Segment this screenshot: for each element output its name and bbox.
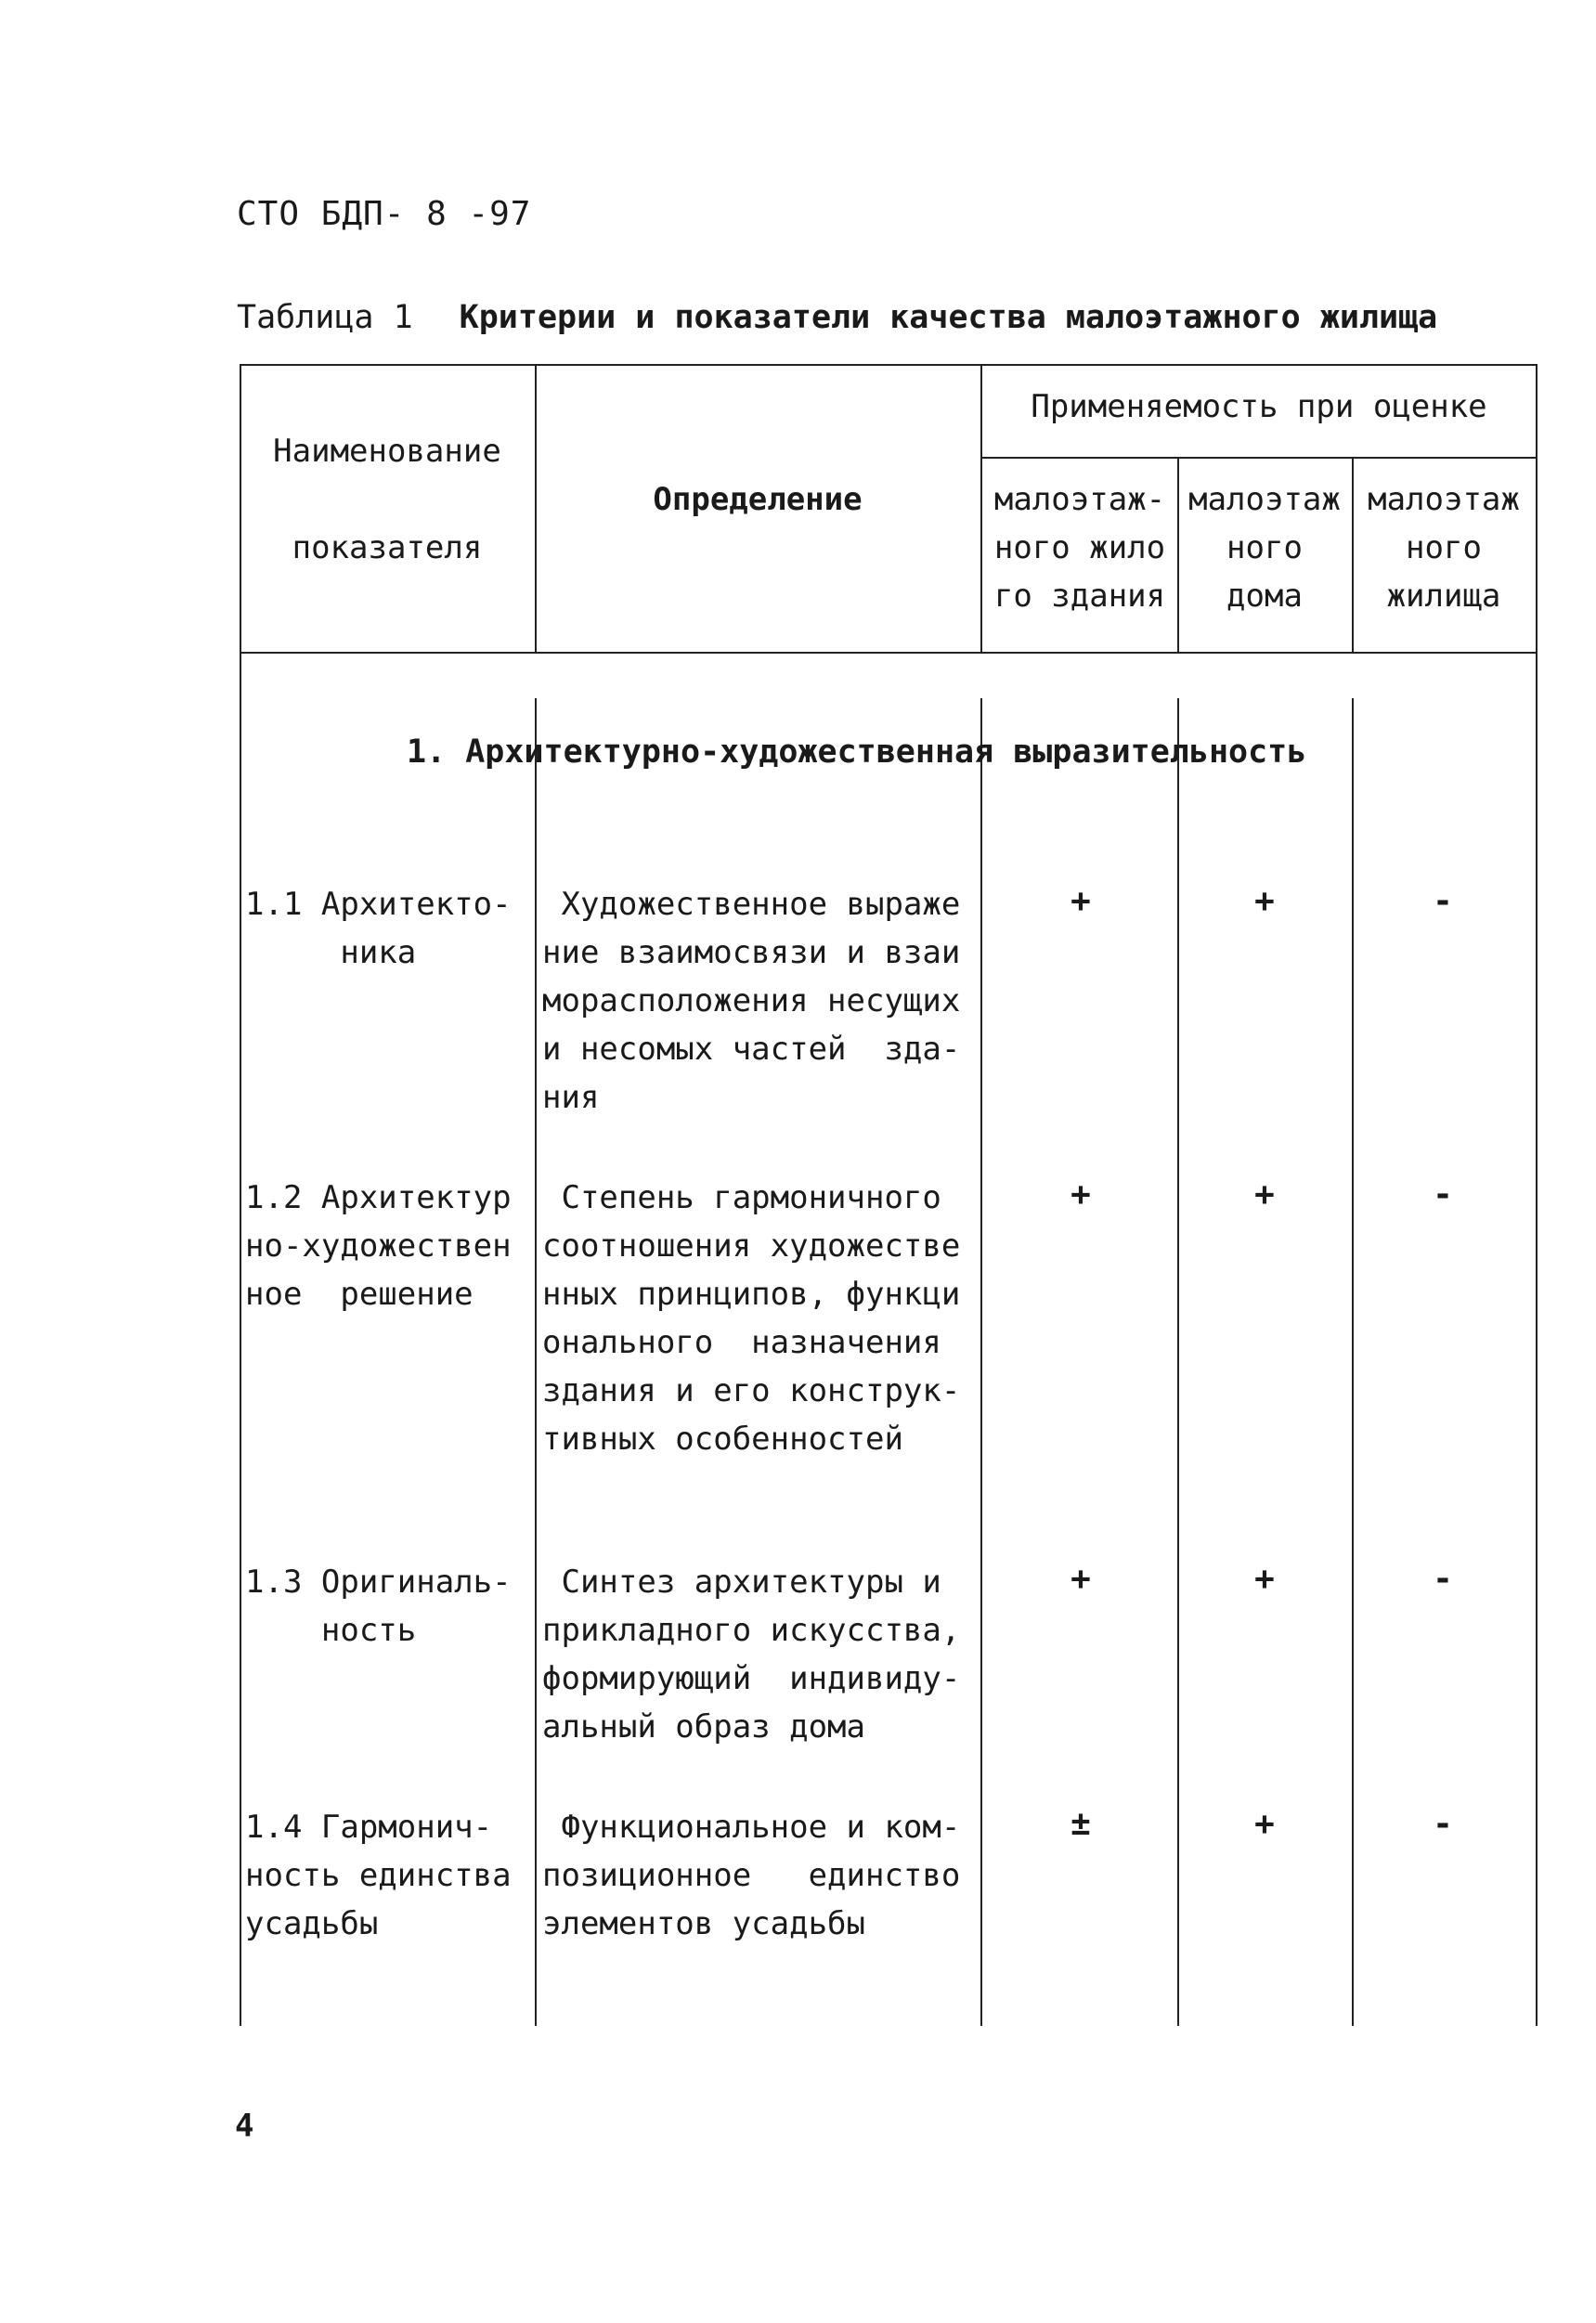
mark-building: + [1070, 1175, 1091, 1213]
row-name-line: 1.1 Архитекто- [245, 886, 512, 923]
row-definition-line: Художественное выраже [542, 886, 961, 923]
row-name-line: 1.3 Оригиналь- [245, 1564, 512, 1601]
mark-house: + [1254, 882, 1275, 920]
row-definition-line: альный образ дома [542, 1708, 865, 1745]
page-number: 4 [235, 2108, 254, 2145]
subcol2-line1: малоэтаж [1188, 481, 1341, 518]
row-definition-line: Синтез архитектуры и [542, 1564, 941, 1601]
mark-dwelling: - [1433, 1175, 1453, 1213]
table-title: Критерии и показатели качества малоэтажного жилища [459, 299, 1438, 336]
row-name-line: ника [245, 934, 417, 971]
mark-dwelling: - [1433, 1560, 1453, 1598]
col-divider-name-body [535, 698, 537, 2026]
mark-dwelling: - [1433, 1805, 1453, 1843]
subcol3-line3: жилища [1386, 578, 1501, 615]
row-definition-line: нных принципов, функци [542, 1276, 961, 1313]
row-definition-line: ние взаимосвязи и взаи [542, 934, 961, 971]
row-definition-line: и несомых частей зда- [542, 1031, 961, 1068]
mark-house: + [1254, 1805, 1275, 1843]
row-definition-line: онального назначения [542, 1324, 941, 1361]
subcol1-line3: го здания [993, 578, 1166, 615]
row-name-line: усадьбы [245, 1905, 379, 1942]
row-definition-line: соотношения художестве [542, 1227, 961, 1265]
table-border-left [240, 364, 241, 2026]
table-border-right [1536, 364, 1538, 2026]
mark-dwelling: - [1433, 882, 1453, 920]
table-border-top [240, 364, 1538, 366]
row-definition-line: Степень гармоничного [542, 1179, 941, 1216]
row-definition-line: тивных особенностей [542, 1421, 903, 1458]
row-name-line: 1.2 Архитектур [245, 1179, 512, 1216]
mark-building: + [1070, 1560, 1091, 1598]
header-applicability: Применяемость при оценке [1031, 388, 1487, 425]
mark-house: + [1254, 1175, 1275, 1213]
row-name-line: ность [245, 1612, 417, 1649]
row-definition-line: позиционное единство [542, 1857, 961, 1894]
row-name-line: ное решение [245, 1276, 474, 1313]
applicability-underline [980, 457, 1538, 459]
mark-building: ± [1070, 1805, 1091, 1843]
document-code: СТО БДП- 8 -97 [237, 195, 532, 233]
row-definition-line: формирующий индивиду- [542, 1660, 961, 1697]
subcol3-line2: ного [1406, 529, 1482, 566]
row-definition-line: морасположения несущих [542, 982, 961, 1019]
row-definition-line: ния [542, 1079, 600, 1116]
col-divider-sub2-body [1352, 698, 1354, 2026]
mark-house: + [1254, 1560, 1275, 1598]
row-name-line: ность единства [245, 1857, 512, 1894]
row-definition-line: Функциональное и ком- [542, 1809, 961, 1846]
row-definition-line: здания и его конструк- [542, 1372, 961, 1409]
row-name-line: но-художествен [245, 1227, 512, 1265]
header-name-line2: показателя [292, 529, 483, 566]
subcol1-line1: малоэтаж- [993, 481, 1166, 518]
header-definition: Определение [653, 481, 863, 518]
table-number: Таблица 1 [237, 299, 413, 336]
subcol3-line1: малоэтаж [1368, 481, 1520, 518]
subcol2-line3: дома [1226, 578, 1303, 615]
row-definition-line: элементов усадьбы [542, 1905, 865, 1942]
row-definition-line: прикладного искусства, [542, 1612, 961, 1649]
mark-building: + [1070, 882, 1091, 920]
criteria-table [240, 364, 1538, 2044]
col-divider-definition-body [980, 698, 982, 2026]
section-title: 1. Архитектурно-художественная выразительность [407, 733, 1307, 771]
col-divider-sub1-body [1177, 698, 1179, 2026]
row-name-line: 1.4 Гармонич- [245, 1809, 493, 1846]
header-bottom-line [240, 652, 1538, 654]
header-name-line1: Наименование [273, 433, 501, 470]
subcol2-line2: ного [1226, 529, 1303, 566]
subcol1-line2: ного жило [993, 529, 1166, 566]
table-caption [237, 299, 1437, 336]
